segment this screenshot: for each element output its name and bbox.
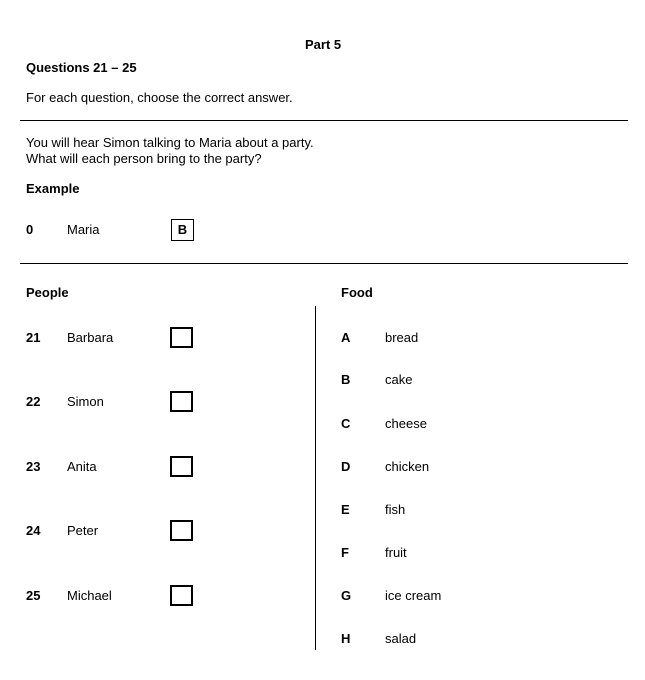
answer-box-25[interactable] [170, 585, 193, 606]
instruction-text: For each question, choose the correct answer. [26, 90, 293, 105]
example-heading: Example [26, 181, 80, 196]
divider-top [20, 120, 628, 121]
intro-line-2: What will each person bring to the party? [26, 151, 262, 166]
food-letter: D [341, 459, 351, 474]
person-name: Peter [67, 523, 99, 538]
person-name: Barbara [67, 330, 114, 345]
intro-line-1: You will hear Simon talking to Maria about a party. [26, 135, 314, 150]
food-heading: Food [341, 285, 373, 300]
food-letter: B [341, 372, 351, 387]
questions-heading: Questions 21 – 25 [26, 60, 137, 75]
person-name: Simon [67, 394, 104, 409]
answer-box-23[interactable] [170, 456, 193, 477]
food-name: fruit [385, 545, 407, 560]
food-name: chicken [385, 459, 430, 474]
question-number: 23 [26, 459, 41, 474]
food-name: cheese [385, 416, 427, 431]
food-name: cake [385, 372, 413, 387]
column-divider [315, 306, 316, 650]
question-number: 21 [26, 330, 41, 345]
question-number: 24 [26, 523, 41, 538]
example-number: 0 [26, 222, 34, 237]
person-name: Anita [67, 459, 97, 474]
food-letter: C [341, 416, 351, 431]
food-letter: E [341, 502, 350, 517]
answer-box-24[interactable] [170, 520, 193, 541]
answer-box-21[interactable] [170, 327, 193, 348]
answer-box-22[interactable] [170, 391, 193, 412]
people-heading: People [26, 285, 69, 300]
person-name: Michael [67, 588, 112, 603]
food-letter: F [341, 545, 349, 560]
question-number: 25 [26, 588, 41, 603]
example-answer-box: B [171, 219, 194, 241]
food-letter: H [341, 631, 351, 646]
food-name: ice cream [385, 588, 442, 603]
question-number: 22 [26, 394, 41, 409]
food-name: fish [385, 502, 406, 517]
divider-middle [20, 263, 628, 264]
food-letter: A [341, 330, 351, 345]
food-name: bread [385, 330, 419, 345]
food-letter: G [341, 588, 352, 603]
example-name: Maria [67, 222, 100, 237]
food-name: salad [385, 631, 417, 646]
part-title: Part 5 [305, 37, 342, 52]
